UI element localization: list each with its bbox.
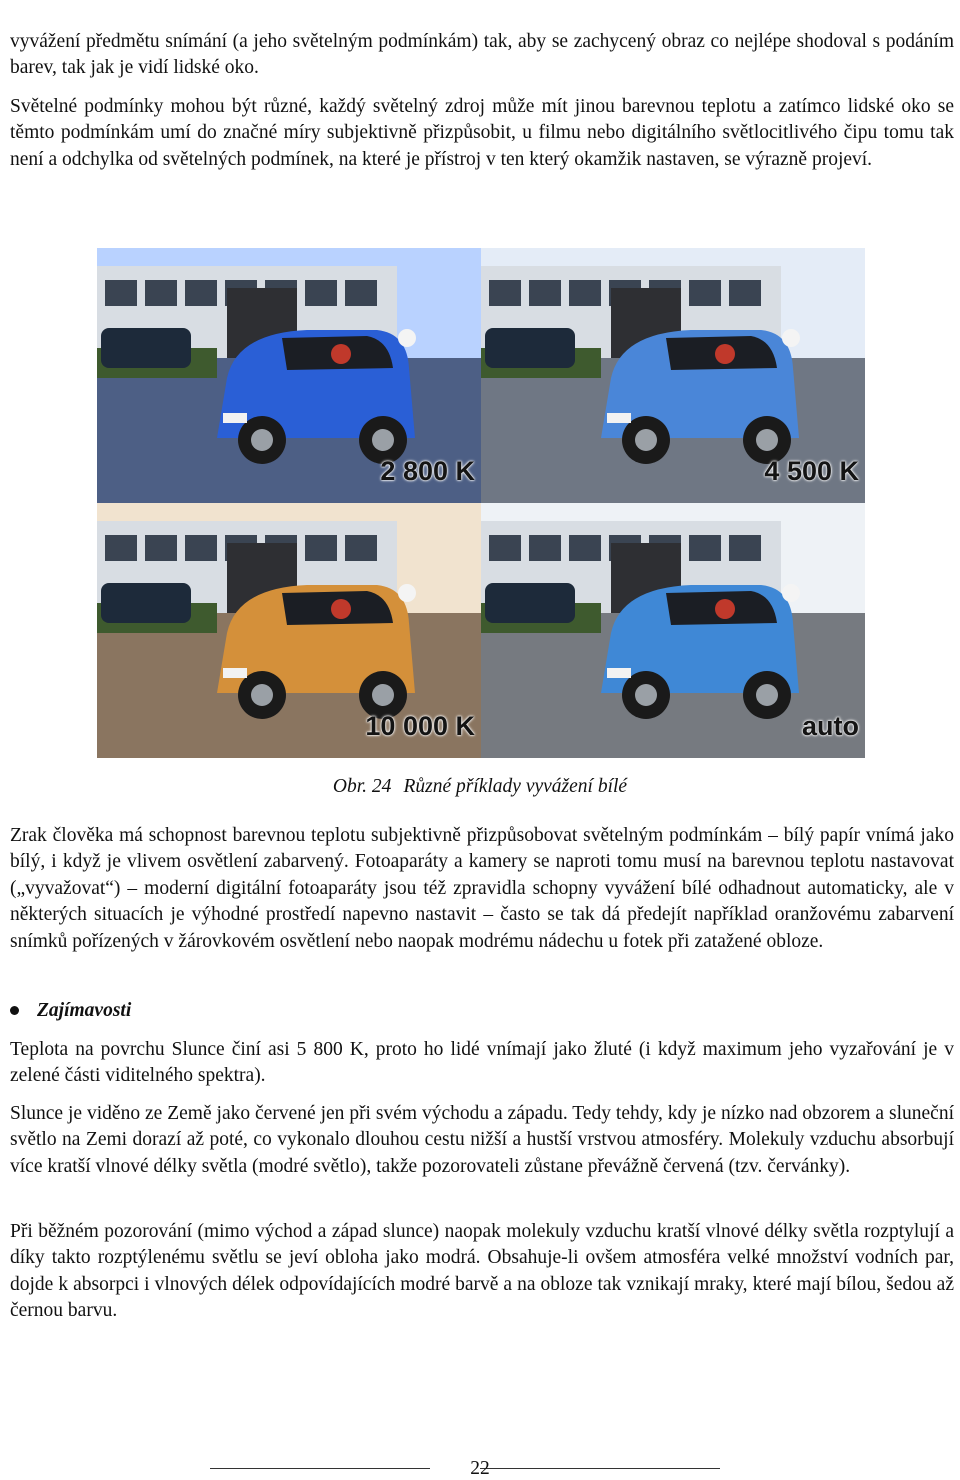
- building-window: [729, 535, 761, 561]
- section-heading-text: Zajímavosti: [37, 1000, 132, 1021]
- building-window: [105, 280, 137, 306]
- building-window: [105, 535, 137, 561]
- building-window: [305, 280, 337, 306]
- sun-temperature-paragraph: Teplota na povrchu Slunce činí asi 5 800 K, proto ho lidé vnímají jako žluté (i když maximum jeho vyzařování je v zelené části viditelného spektra).: [10, 1039, 954, 1087]
- rear-hubcap: [372, 684, 394, 706]
- building-window: [689, 535, 721, 561]
- parked-car: [101, 583, 191, 623]
- building-window: [185, 280, 217, 306]
- parked-car: [101, 328, 191, 368]
- building-window: [569, 535, 601, 561]
- license-plate: [607, 668, 631, 678]
- driver: [715, 599, 735, 619]
- sunset-paragraph: Slunce je viděno ze Země jako červené jen při svém východu a západu. Tedy tehdy, kdy je nízko nad obzorem a sluneční světlo na Zemi dorazí až poté, co vykonalo dlouhou cestu nižší a hustší vrstvou atmosféry. Molekuly vzduchu absorbují více kratší vlnové délky světla (modré světlo), takže pozorovateli zůstane převážně červená (tzv. červánky).: [10, 1103, 954, 1177]
- driver: [715, 344, 735, 364]
- building-window: [305, 535, 337, 561]
- building-window: [145, 280, 177, 306]
- front-hubcap: [635, 684, 657, 706]
- parked-car: [485, 583, 575, 623]
- street-lamp: [398, 584, 416, 602]
- license-plate: [223, 413, 247, 423]
- page-number: 22: [470, 1458, 490, 1479]
- rear-hubcap: [756, 429, 778, 451]
- front-hubcap: [251, 429, 273, 451]
- building-window: [489, 280, 521, 306]
- building-window: [345, 280, 377, 306]
- front-hubcap: [635, 429, 657, 451]
- building-window: [489, 535, 521, 561]
- white-balance-figure: [97, 248, 865, 758]
- street-lamp: [782, 584, 800, 602]
- rear-hubcap: [372, 429, 394, 451]
- parked-car: [485, 328, 575, 368]
- license-plate: [607, 413, 631, 423]
- driver: [331, 344, 351, 364]
- panel-label: 2 800 K: [380, 456, 475, 486]
- building-window: [529, 280, 561, 306]
- building-window: [345, 535, 377, 561]
- section-heading: [10, 997, 131, 1025]
- building-window: [729, 280, 761, 306]
- driver: [331, 599, 351, 619]
- bullet-icon: [10, 1006, 19, 1015]
- street-lamp: [398, 329, 416, 347]
- building-window: [569, 280, 601, 306]
- photo-panel-10000k: [97, 503, 481, 758]
- footer-rule-left: [210, 1468, 430, 1469]
- caption-text: Různé příklady vyvážení bílé: [403, 776, 628, 797]
- rear-hubcap: [756, 684, 778, 706]
- front-hubcap: [251, 684, 273, 706]
- building-window: [689, 280, 721, 306]
- footer-rule-right: [480, 1468, 720, 1469]
- building-window: [185, 535, 217, 561]
- caption-number: Obr. 24: [332, 776, 392, 797]
- panel-label: auto: [802, 711, 859, 741]
- street-lamp: [782, 329, 800, 347]
- panel-label: 10 000 K: [365, 711, 475, 741]
- human-vision-paragraph: Zrak člověka má schopnost barevnou teplotu subjektivně přizpůsobovat světelným podmínkám – bílý papír vnímá jako bílý, i když je vlivem osvětlení zabarvený. Fotoaparáty a kamery se naproti tomu musí na barevnou teplotu nastavovat („vyvažovat“) – moderní digitální fotoaparáty jsou též zpravidla schopny vyvážení bílé odhadnout automaticky, ale v některých situacích je výhodné prostředí napevno nastavit – často se tak dá předejít například oranžovému zabarvení snímků pořízených v žárovkovém osvětlení nebo naopak modrému nádechu u fotek při zatažené obloze.: [10, 825, 954, 952]
- building-window: [529, 535, 561, 561]
- photo-panel-auto: [481, 503, 865, 758]
- photo-panel-2800k: [97, 248, 481, 503]
- panel-label: 4 500 K: [764, 456, 859, 486]
- license-plate: [223, 668, 247, 678]
- building-window: [145, 535, 177, 561]
- figure-caption: [0, 774, 960, 800]
- blue-sky-paragraph: Při běžném pozorování (mimo východ a západ slunce) naopak molekuly vzduchu kratší vlnové délky světla rozptylují a díky takto rozptýlenému světlu se jeví obloha jako modrá. Obsahuje-li ovšem atmosféra velké množství vodních par, dojde k absorpci i vlnových délek odpovídajících modré barvě a na obloze tak vznikají mraky, které mají bílou, šedou až černou barvu.: [10, 1221, 954, 1322]
- intro-paragraph-continuation: vyvážení předmětu snímání (a jeho světelným podmínkám) tak, aby se zachycený obraz co nejlépe shodoval s podáním barev, tak jak je vidí lidské oko.: [10, 31, 954, 79]
- photo-panel-4500k: [481, 248, 865, 503]
- light-conditions-paragraph: Světelné podmínky mohou být různé, každý světelný zdroj může mít jinou barevnou teplotu a zatímco lidské oko se těmto podmínkám umí do značné míry subjektivně přizpůsobit, u filmu nebo digitálního světlocitlivého čipu tomu tak není a odchylka od světelných podmínek, na které je přístroj v ten který okamžik nastaven, se výrazně projeví.: [10, 96, 954, 170]
